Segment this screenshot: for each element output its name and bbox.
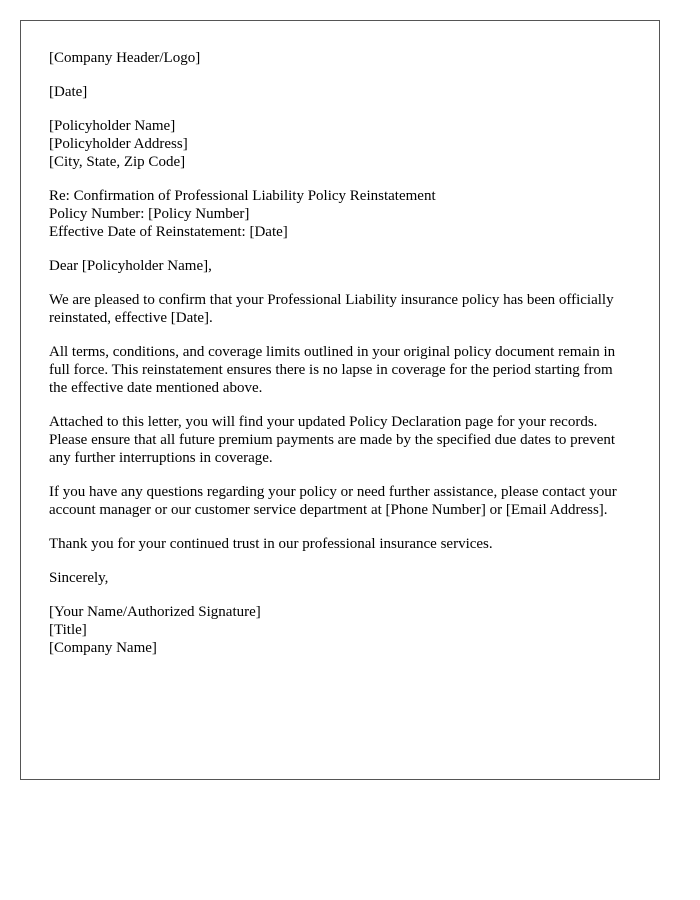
recipient-city-state-zip: [City, State, Zip Code] [49, 154, 186, 170]
effective-date-line: Effective Date of Reinstatement: [Date] [49, 224, 288, 240]
subject-line: Re: Confirmation of Professional Liability Policy Reinstatement [49, 188, 436, 204]
letter-page [20, 20, 660, 780]
salutation-text: Dear [Policyholder Name], [49, 258, 212, 274]
body-paragraph-terms: All terms, conditions, and coverage limits outlined in your original policy document remain in full force. This reinstatement ensures there is no lapse in coverage for the period starting from the effective date mentioned above. [49, 344, 616, 396]
body-paragraph-confirmation: We are pleased to confirm that your Professional Liability insurance policy has been officially reinstated, effective [Date]. [49, 292, 614, 326]
recipient-address-block [49, 117, 631, 171]
body-paragraph-contact: If you have any questions regarding your policy or need further assistance, please contact your account manager or our customer service department at [Phone Number] or [Email Address]. [49, 484, 617, 518]
signature-name: [Your Name/Authorized Signature] [49, 604, 261, 620]
body-paragraph-attachments: Attached to this letter, you will find your updated Policy Declaration page for your records. Please ensure that all future premium payments are made by the specified due dates to prevent any further interruptions in coverage. [49, 414, 616, 466]
salutation [49, 257, 631, 275]
letter-date [49, 83, 631, 101]
recipient-address: [Policyholder Address] [49, 136, 188, 152]
company-header-text: [Company Header/Logo] [49, 50, 201, 66]
closing [49, 569, 631, 587]
policy-number-line: Policy Number: [Policy Number] [49, 206, 250, 222]
company-header [49, 49, 631, 67]
closing-text: Sincerely, [49, 570, 109, 586]
signature-company: [Company Name] [49, 640, 157, 656]
recipient-name: [Policyholder Name] [49, 118, 176, 134]
body-paragraph-thanks: Thank you for your continued trust in our professional insurance services. [49, 536, 493, 552]
date-text: [Date] [49, 84, 88, 100]
signature-title: [Title] [49, 622, 87, 638]
signature-block [49, 603, 631, 657]
subject-block [49, 187, 631, 241]
